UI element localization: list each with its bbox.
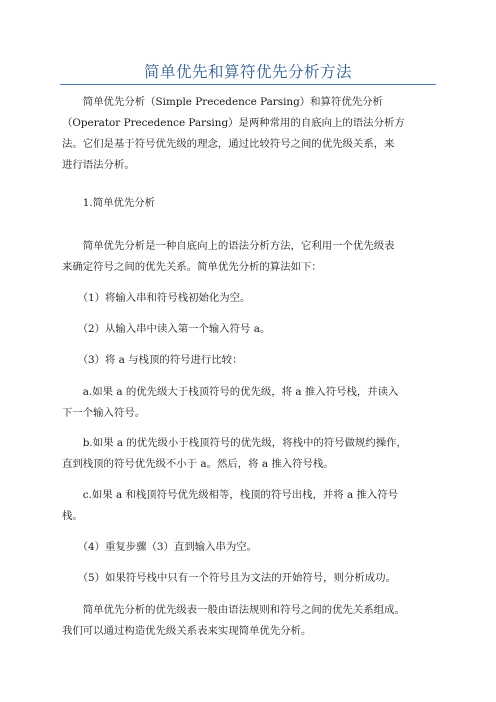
paragraph-line: 法。它们是基于符号优先级的理念，通过比较符号之间的优先级关系，来: [62, 138, 395, 150]
paragraph-line: 来确定符号之间的优先关系。简单优先分析的算法如下：: [62, 261, 322, 273]
step-5: [62, 568, 448, 589]
document-title: 简单优先和算符优先分析方法: [143, 63, 352, 81]
paragraph-line: （Operator Precedence Parsing）是两种常用的自底向上的语法分析方: [62, 117, 405, 129]
step-2: [62, 319, 448, 340]
paragraph-line: 简单优先分析的优先级表一般由语法规则和符号之间的优先关系组成。: [62, 604, 405, 616]
substep-a: [62, 382, 448, 424]
paragraph-line: 简单优先分析是一种自底向上的语法分析方法，它利用一个优先级表: [62, 240, 395, 252]
paragraph-line: b.如果 a 的优先级小于栈顶符号的优先级，将栈中的符号做规约操作，: [62, 437, 407, 449]
step-4: [62, 537, 448, 558]
step-3: [62, 350, 448, 371]
paragraph-conclusion: [62, 600, 448, 642]
section-heading: [62, 193, 448, 214]
step-1: [62, 288, 448, 309]
paragraph-line: 栈。: [62, 510, 83, 522]
paragraph-line: 下一个输入符号。: [62, 407, 146, 419]
paragraph-description: [62, 236, 448, 278]
paragraph-line: 直到栈顶的符号优先级不小于 a。然后，将 a 推入符号栈。: [62, 458, 334, 470]
step-text: （2）从输入串中读入第一个输入符号 a。: [62, 323, 271, 335]
step-text: （3）将 a 与栈顶的符号进行比较：: [62, 354, 243, 366]
step-text: （1）将输入串和符号栈初始化为空。: [62, 292, 251, 304]
section-heading-text: 1.简单优先分析: [62, 197, 156, 209]
paragraph-intro: [62, 92, 448, 176]
paragraph-line: a.如果 a 的优先级大于栈顶符号的优先级，将 a 推入符号栈，并读入: [62, 386, 399, 398]
paragraph-line: c.如果 a 和栈顶符号优先级相等，栈顶的符号出栈，并将 a 推入符号: [62, 489, 399, 501]
title-underline: [60, 84, 436, 85]
paragraph-line: 简单优先分析（Simple Precedence Parsing）和算符优先分析: [62, 96, 383, 108]
paragraph-line: 我们可以通过构造优先级关系表来实现简单优先分析。: [62, 625, 312, 637]
step-text: （4）重复步骤（3）直到输入串为空。: [62, 541, 258, 553]
step-text: （5）如果符号栈中只有一个符号且为文法的开始符号，则分析成功。: [62, 572, 396, 584]
substep-b: [62, 433, 448, 475]
substep-c: [62, 485, 448, 527]
paragraph-line: 进行语法分析。: [62, 159, 135, 171]
